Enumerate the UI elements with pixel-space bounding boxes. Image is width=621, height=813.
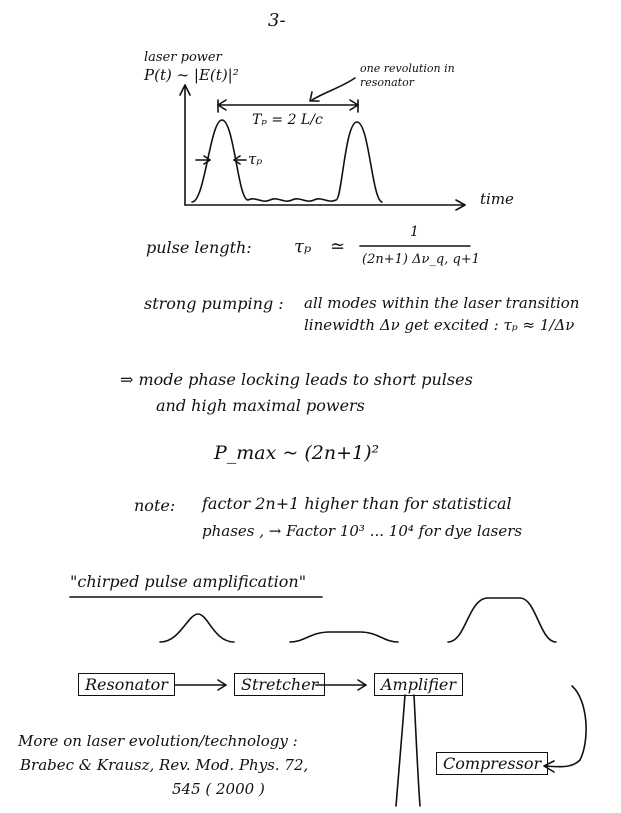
pulse-width-label: τₚ	[248, 150, 263, 168]
pulse-length-numerator: 1	[410, 224, 419, 240]
note-line1: factor 2n+1 higher than for statistical	[202, 494, 512, 513]
amplifier-label: Amplifier	[381, 675, 456, 694]
compressor-box	[436, 752, 548, 775]
cpa-pulse-stretched	[290, 632, 398, 642]
conclusion-line2: and high maximal powers	[156, 396, 365, 415]
compressor-label: Compressor	[443, 754, 542, 773]
x-axis-label: time	[480, 190, 514, 208]
note-line2: phases , → Factor 10³ ... 10⁴ for dye lasers	[202, 522, 523, 540]
stretcher-box	[234, 673, 325, 696]
amplifier-beam	[396, 695, 405, 806]
strong-pumping-label: strong pumping :	[144, 294, 284, 313]
note-label: note:	[134, 496, 176, 515]
pulse-length-approx: ≃	[330, 236, 346, 257]
stretcher-label: Stretcher	[241, 675, 319, 694]
cpa-title: "chirped pulse amplification"	[70, 572, 307, 591]
page-number: 3-	[268, 10, 286, 31]
amplifier-box	[374, 673, 463, 696]
cpa-pulse-short	[160, 614, 234, 642]
pulse-length-label: pulse length:	[146, 238, 252, 257]
reference-line1: More on laser evolution/technology :	[18, 732, 298, 750]
strong-pumping-line1: all modes within the laser transition	[304, 294, 580, 312]
pulse-train-curve	[192, 120, 382, 202]
annotation-text: one revolution in resonator	[360, 62, 455, 89]
reference-line2: Brabec & Krausz, Rev. Mod. Phys. 72,	[20, 756, 309, 774]
strong-pumping-line2: linewidth Δν get excited : τₚ ≈ 1/Δν	[304, 316, 575, 334]
cpa-pulse-amplified	[448, 598, 556, 642]
annotation-arrow	[312, 78, 355, 100]
arrow-amplifier-compressor	[546, 686, 586, 767]
resonator-box	[78, 673, 175, 696]
period-label: Tₚ = 2 L/c	[252, 112, 323, 128]
pulse-length-denominator: (2n+1) Δν_q, q+1	[362, 252, 480, 267]
y-axis-label-line1: laser power	[144, 50, 222, 65]
conclusion-line1: ⇒ mode phase locking leads to short pulses	[120, 370, 473, 389]
resonator-label: Resonator	[85, 675, 168, 694]
y-axis-label-line2: P(t) ~ |E(t)|²	[144, 66, 239, 84]
pulse-length-symbol: τₚ	[294, 236, 312, 257]
p-max-formula: P_max ~ (2n+1)²	[214, 442, 380, 464]
reference-line3: 545 ( 2000 )	[172, 780, 265, 798]
